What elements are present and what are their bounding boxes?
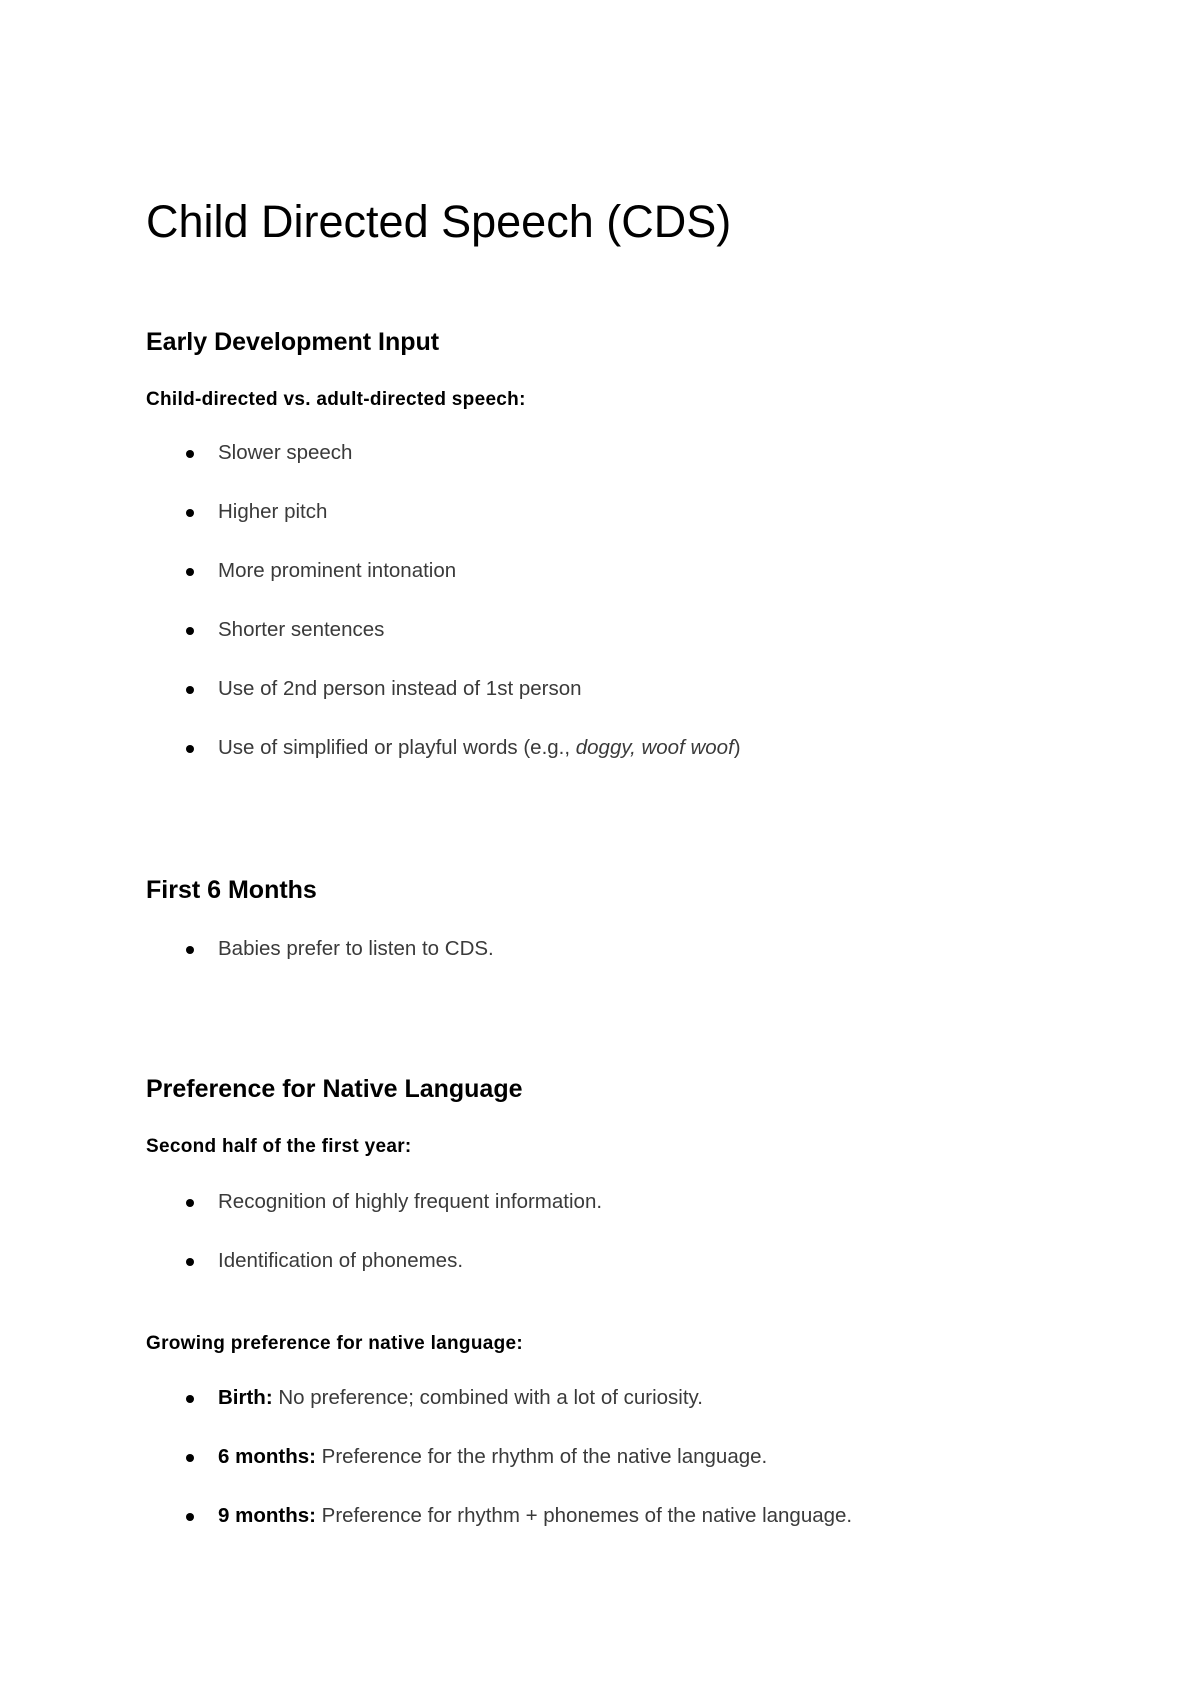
section-heading-first-6-months: First 6 Months [146, 876, 317, 904]
list-item-text: No preference; combined with a lot of curiosity. [272, 1386, 703, 1409]
bullet-icon [186, 686, 194, 694]
bullet-icon [186, 1258, 194, 1266]
list-item [218, 734, 741, 762]
list-item-label: Birth: [218, 1386, 273, 1409]
subheading-growing-preference: Growing preference for native language: [146, 1333, 523, 1354]
bullet-icon [186, 745, 194, 753]
subheading-child-vs-adult-directed: Child-directed vs. adult-directed speech: [146, 389, 526, 410]
subheading-second-half-first-year: Second half of the first year: [146, 1136, 412, 1157]
list-item-text: Preference for the rhythm of the native language. [315, 1445, 768, 1468]
bullet-icon [186, 1454, 194, 1462]
list-item [218, 1384, 703, 1412]
list-item [218, 1247, 463, 1275]
list-item [218, 1502, 852, 1530]
document-title: Child Directed Speech (CDS) [146, 196, 732, 247]
list-item-text: Slower speech [218, 441, 353, 464]
bullet-icon [186, 1513, 194, 1521]
list-item [218, 557, 456, 585]
list-item [218, 439, 352, 467]
list-item [218, 1188, 602, 1216]
list-item-text-suffix: ) [733, 736, 741, 759]
list-item-text: Use of 2nd person instead of 1st person [218, 677, 582, 700]
list-item-text: Shorter sentences [218, 618, 385, 641]
list-item-text: More prominent intonation [218, 559, 457, 582]
list-item [218, 616, 384, 644]
bullet-icon [186, 450, 194, 458]
bullet-icon [186, 627, 194, 635]
list-item-text: Recognition of highly frequent information. [218, 1190, 603, 1213]
list-item-text-prefix: Use of simplified or playful words (e.g., [218, 736, 576, 759]
list-item [218, 675, 582, 703]
bullet-icon [186, 568, 194, 576]
list-item [218, 935, 494, 963]
list-item-label: 9 months: [218, 1504, 316, 1527]
list-item-label: 6 months: [218, 1445, 316, 1468]
bullet-icon [186, 1199, 194, 1207]
list-item-text: Identification of phonemes. [218, 1249, 464, 1272]
list-item-text: Preference for rhythm + phonemes of the native language. [315, 1504, 853, 1527]
list-item-text: Babies prefer to listen to CDS. [218, 937, 494, 960]
bullet-icon [186, 946, 194, 954]
list-item-text: Higher pitch [218, 500, 328, 523]
section-heading-early-development-input: Early Development Input [146, 328, 440, 356]
section-heading-preference-native-language: Preference for Native Language [146, 1075, 523, 1103]
bullet-icon [186, 509, 194, 517]
list-item [218, 498, 327, 526]
list-item-text-italic: doggy, woof woof [575, 736, 734, 759]
list-item [218, 1443, 767, 1471]
bullet-icon [186, 1395, 194, 1403]
